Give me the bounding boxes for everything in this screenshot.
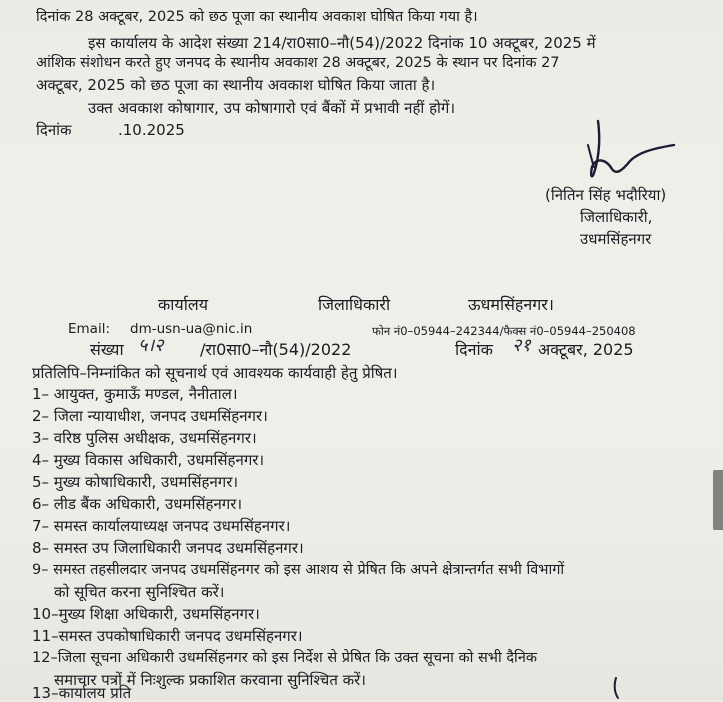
office-label: कार्यालय xyxy=(158,295,208,314)
ref-number-label: संख्या xyxy=(90,340,124,359)
email-label: Email: xyxy=(68,321,111,337)
top-cut-line: दिनांक 28 अक्टूबर, 2025 को छठ पूजा का स्थानीय अवकाश घोषित किया गया है। xyxy=(36,9,478,25)
recipient-6: 6– लीड बैंक अधिकारी, उधमसिंहनगर। xyxy=(32,495,243,513)
recipient-7: 7– समस्त कार्यालयाध्यक्ष जनपद उधमसिंहनगर। xyxy=(32,517,291,535)
recipient-3: 3– वरिष्ठ पुलिस अधीक्षक, उधमसिंहनगर। xyxy=(32,429,257,447)
para1-line1: इस कार्यालय के आदेश संख्या 214/रा0सा0–नौ(54)/2022 दिनांक 10 अक्टूबर, 2025 में xyxy=(88,34,596,52)
date-label: दिनांक xyxy=(36,121,72,139)
recipient-13: 13–कार्यालय प्रति xyxy=(32,684,132,702)
signatory-name: (नितिन सिंह भदौरिया) xyxy=(545,186,667,204)
phone-fax: फोन नं0–05944–242344/फैक्स नं0–05944–250408 xyxy=(372,324,636,338)
email-value: dm-usn-ua@nic.in xyxy=(130,321,253,337)
authority-label: जिलाधिकारी xyxy=(318,295,391,314)
ref-date-label: दिनांक xyxy=(455,340,493,359)
recipient-8: 8– समस्त उप जिलाधिकारी जनपद उधमसिंहनगर। xyxy=(32,539,304,557)
signatory-place: उधमसिंहनगर xyxy=(580,230,652,248)
recipient-10: 10–मुख्य शिक्षा अधिकारी, उधमसिंहनगर। xyxy=(32,605,260,623)
ref-date-rest: अक्टूबर, 2025 xyxy=(538,340,634,359)
paper-edge-shadow xyxy=(713,470,723,530)
recipient-9-line1: 9– समस्त तहसीलदार जनपद उधमसिंहनगर को इस आशय से प्रेषित कि अपने क्षेत्रान्तर्गत सभी विभागों xyxy=(32,562,565,578)
recipient-2: 2– जिला न्यायाधीश, जनपद उधमसिंहनगर। xyxy=(32,407,268,425)
signatory-designation: जिलाधिकारी, xyxy=(580,208,653,226)
para1-line3: अक्टूबर, 2025 को छठ पूजा का स्थानीय अवकाश घोषित किया जाता है। xyxy=(36,76,436,94)
recipient-1: 1– आयुक्त, कुमाऊँ मण्डल, नैनीताल। xyxy=(32,385,238,403)
copy-intro: प्रतिलिपि–निम्नांकित को सूचनार्थ एवं आवश्यक कार्यवाही हेतु प्रेषित। xyxy=(32,364,398,382)
recipient-5: 5– मुख्य कोषाधिकारी, उधमसिंहनगर। xyxy=(32,473,239,491)
ref-date-handwritten: २१ xyxy=(512,335,531,356)
para1-line2: आंशिक संशोधन करते हुए जनपद के स्थानीय अवकाश 28 अक्टूबर, 2025 के स्थान पर दिनांक 27 xyxy=(36,55,560,71)
pen-mark xyxy=(608,676,628,700)
ref-file: /रा0सा0–नौ(54)/2022 xyxy=(200,340,352,359)
recipient-12-line1: 12–जिला सूचना अधिकारी उधमसिंहनगर को इस निर्देश से प्रेषित कि उक्त सूचना को सभी दैनिक xyxy=(32,650,537,666)
para2: उक्त अवकाश कोषागार, उप कोषागारो एवं बैंकों में प्रभावी नहीं होगें। xyxy=(88,99,456,117)
district-label: ऊधमसिंहनगर। xyxy=(468,295,554,314)
recipient-12-line2: समाचार पत्रों में निःशुल्क प्रकाशित करवाना सुनिश्चित करें। xyxy=(54,671,366,689)
ref-number-handwritten: ५।२ xyxy=(138,335,164,356)
recipient-9-line2: को सूचित करना सुनिश्चित करें। xyxy=(54,583,225,601)
signature-image xyxy=(570,115,680,190)
date-value: .10.2025 xyxy=(118,121,185,139)
recipient-11: 11–समस्त उपकोषाधिकारी जनपद उधमसिंहनगर। xyxy=(32,627,303,645)
recipient-4: 4– मुख्य विकास अधिकारी, उधमसिंहनगर। xyxy=(32,451,265,469)
